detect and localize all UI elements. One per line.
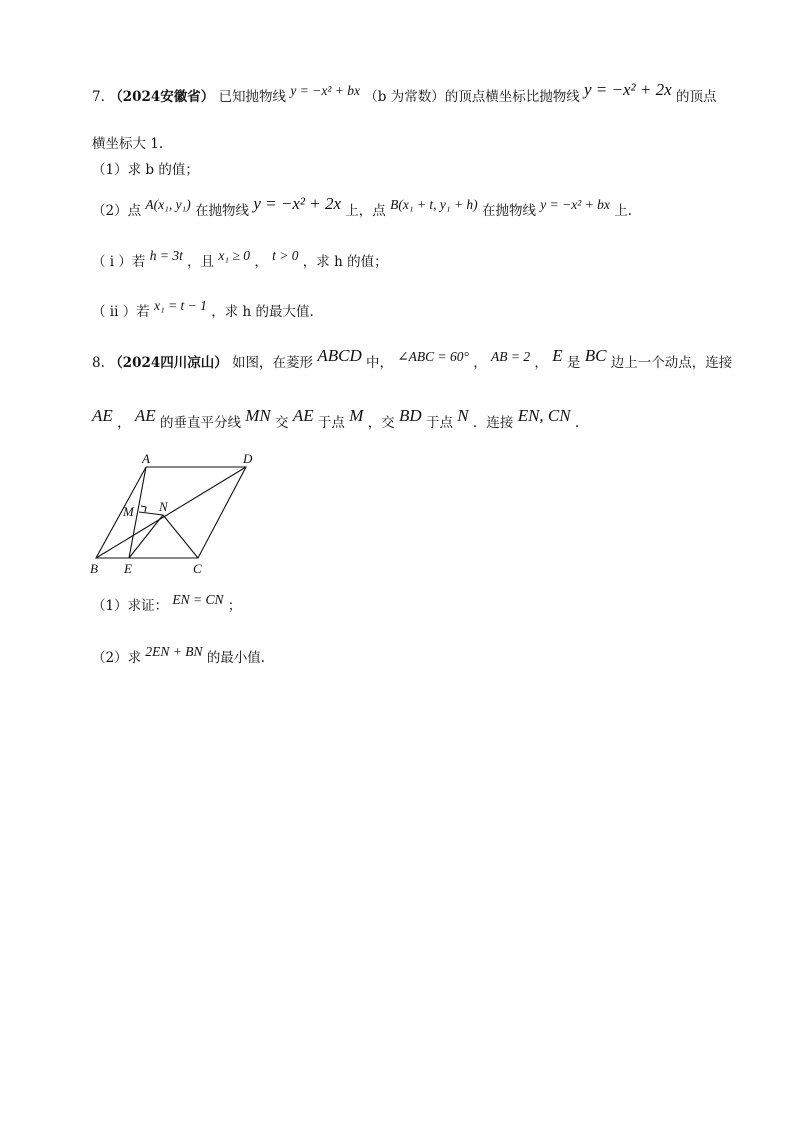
q7-part-2-text: 上，点 [345, 203, 386, 219]
q7-formula-point-a: A(x₁, y₁) [145, 197, 191, 212]
q8-text: 如图，在菱形 [232, 355, 314, 371]
q7-text: 已知抛物线 [218, 89, 287, 105]
q8-part-1-text: （1）求证： [92, 598, 169, 614]
q7-sub-i [92, 248, 388, 272]
q8-text: 于点 [317, 415, 345, 431]
q8-text: 是 [566, 355, 581, 371]
segment-en [129, 515, 163, 558]
q8-text: ， [117, 415, 131, 431]
right-angle-mark [141, 506, 146, 512]
q7-formula-parabola-2: y = −x² + 2x [253, 194, 341, 213]
rhombus-figure [86, 450, 286, 580]
q8-formula-m: M [349, 406, 364, 425]
q7-text: （b 为常数）的顶点横坐标比抛物线 [364, 89, 580, 105]
q8-text: 于点 [425, 415, 453, 431]
q7-part-2-text: 上. [614, 203, 632, 219]
q7-formula-t: t > 0 [272, 248, 299, 263]
q7-formula-x1-t: x₁ = t − 1 [154, 298, 207, 313]
q8-text: 交 [275, 415, 289, 431]
segment-cn [163, 515, 198, 558]
q7-number: 7. [92, 89, 105, 105]
q7-part-2 [92, 194, 632, 221]
q7-sub-ii [92, 298, 314, 322]
q8-part-1 [92, 592, 242, 616]
q7-part-1 [92, 160, 199, 180]
q8-part-2-text: 的最小值. [206, 650, 266, 666]
q8-formula-mn: MN [245, 406, 271, 425]
q8-formula-abcd: ABCD [317, 346, 362, 365]
q7-formula-parabola-b: y = −x² + bx [290, 83, 360, 98]
q8-text: 边上一个动点，连接 [610, 355, 733, 371]
q7-formula-h: h = 3t [149, 248, 183, 263]
q8-formula-e: E [552, 346, 563, 365]
q7-formula-parabola-b: y = −x² + bx [540, 197, 610, 212]
q8-source: （2024四川凉山） [109, 355, 228, 371]
q8-text: ，交 [367, 415, 395, 431]
q8-formula-ae: AE [92, 406, 113, 425]
q8-part-2-text: （2）求 [92, 650, 142, 666]
q8-formula-bc: BC [584, 346, 607, 365]
q7-part-2-text: 在抛物线 [195, 203, 250, 219]
q7-formula-x1: x₁ ≥ 0 [218, 248, 251, 263]
q7-line-1 [92, 80, 717, 107]
q7-text: 的顶点 [675, 89, 717, 105]
q7-part-2-text: 在抛物线 [481, 203, 536, 219]
q8-text: 的垂直平分线 [159, 415, 241, 431]
q8-formula-ae: AE [292, 406, 314, 425]
label-b: B [90, 561, 98, 576]
q7-sub-i-text: ， [254, 254, 268, 270]
q7-source: （2024安徽省） [109, 89, 215, 105]
q8-formula-en-eq-cn: EN = CN [172, 592, 224, 607]
label-n: N [159, 499, 168, 514]
q8-text: . [574, 415, 580, 431]
q8-formula-angle: ∠ABC = 60° [397, 349, 469, 364]
q7-sub-ii-text: （ ii ）若 [92, 304, 150, 320]
q8-line-2 [92, 406, 580, 433]
label-c: C [193, 561, 202, 576]
q8-text: ．连接 [472, 415, 514, 431]
label-e: E [124, 561, 132, 576]
q7-sub-i-text: （ i ）若 [92, 254, 146, 270]
q8-text: ， [534, 355, 548, 371]
q8-formula-ae: AE [134, 406, 156, 425]
q8-part-1-text: ； [227, 598, 242, 614]
label-m: M [123, 504, 134, 519]
q7-sub-i-text: ，求 h 的值； [302, 254, 388, 270]
q7-line-2 [92, 134, 163, 154]
q8-text: ， [473, 355, 487, 371]
q8-number: 8. [92, 355, 105, 371]
diagonal-bd [96, 467, 246, 558]
q7-part-1-text: （1）求 b 的值； [92, 162, 199, 178]
q7-text: 横坐标大 1. [92, 136, 164, 152]
q8-formula-ab: AB = 2 [491, 349, 531, 364]
q7-formula-parabola-2: y = −x² + 2x [584, 80, 672, 99]
q8-formula-n: N [457, 406, 469, 425]
label-d: D [243, 451, 253, 466]
q8-text: 中， [366, 355, 394, 371]
q8-formula-en-cn: EN, CN [517, 406, 571, 425]
label-a: A [142, 451, 150, 466]
q7-formula-point-b: B(x₁ + t, y₁ + h) [390, 197, 478, 212]
q8-formula-2en-bn: 2EN + BN [145, 644, 203, 659]
q8-formula-bd: BD [398, 406, 422, 425]
q7-part-2-text: （2）点 [92, 203, 142, 219]
q7-sub-ii-text: ，求 h 的最大值. [211, 304, 314, 320]
q8-line-1 [92, 346, 733, 373]
q8-part-2 [92, 644, 266, 668]
q7-sub-i-text: ，且 [187, 254, 215, 270]
